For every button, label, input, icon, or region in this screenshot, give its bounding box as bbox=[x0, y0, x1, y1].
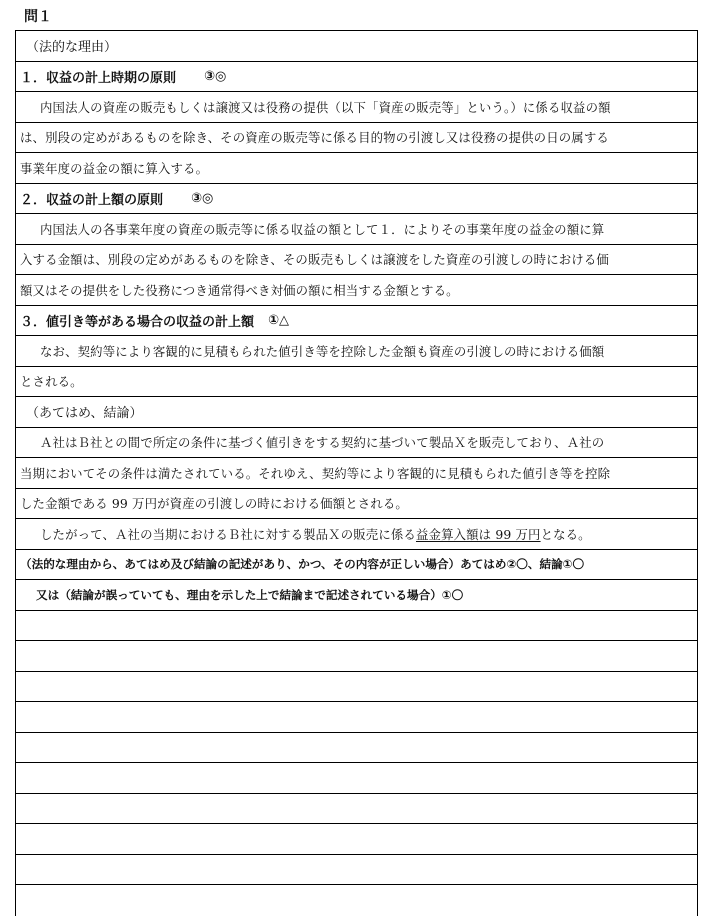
scoring-note: （法的な理由から、あてはめ及び結論の記述があり、かつ、その内容が正しい場合）あてはめ②〇、結論①〇 bbox=[16, 550, 697, 581]
heading-title: ２．収益の計上額の原則 bbox=[20, 192, 164, 208]
question-title: 問１ bbox=[24, 9, 52, 25]
heading-amount-principle bbox=[16, 184, 697, 215]
blank-line bbox=[16, 733, 697, 764]
conclusion-after: となる。 bbox=[540, 526, 591, 542]
score-mark: ③◎ bbox=[191, 190, 214, 206]
conclusion-before: したがって、Ａ社の当期におけるＢ社に対する製品Ｘの販売に係る bbox=[40, 526, 416, 542]
text-line: 内国法人の各事業年度の資産の販売等に係る収益の額として１．によりその事業年度の益金の額に算 bbox=[16, 214, 697, 245]
blank-line bbox=[16, 885, 697, 916]
blank-line bbox=[16, 763, 697, 794]
text-line: とされる。 bbox=[16, 367, 697, 398]
text-line: 額又はその提供をした役務につき通常得べき対価の額に相当する金額とする。 bbox=[16, 275, 697, 306]
text-line: なお、契約等により客観的に見積もられた値引き等を控除した金額も資産の引渡しの時における価額 bbox=[16, 336, 697, 367]
section-conclusion: （あてはめ、結論） bbox=[16, 397, 697, 428]
heading-title: ３．値引き等がある場合の収益の計上額 bbox=[20, 314, 255, 330]
text-line: は、別段の定めがあるものを除き、その資産の販売等に係る目的物の引渡し又は役務の提供の日の属する bbox=[16, 123, 697, 154]
text-line: Ａ社はＢ社との間で所定の条件に基づく値引きをする契約に基づいて製品Ｘを販売しており、Ａ社の bbox=[16, 428, 697, 459]
scoring-note: 又は（結論が誤っていても、理由を示した上で結論まで記述されている場合）①〇 bbox=[16, 580, 697, 611]
text-line: 内国法人の資産の販売もしくは譲渡又は役務の提供（以下「資産の販売等」という。）に係る収益の額 bbox=[16, 92, 697, 123]
conclusion-line bbox=[16, 519, 697, 550]
text-line: 当期においてその条件は満たされている。それゆえ、契約等により客観的に見積もられた値引き等を控除 bbox=[16, 458, 697, 489]
blank-line bbox=[16, 855, 697, 886]
blank-line bbox=[16, 641, 697, 672]
text-line: した金額である 99 万円が資産の引渡しの時における価額とされる。 bbox=[16, 489, 697, 520]
text-line: 入する金額は、別段の定めがあるものを除き、その販売もしくは譲渡をした資産の引渡しの時における価 bbox=[16, 245, 697, 276]
blank-line bbox=[16, 702, 697, 733]
blank-line bbox=[16, 611, 697, 642]
heading-timing-principle bbox=[16, 62, 697, 93]
blank-line bbox=[16, 824, 697, 855]
conclusion-underlined: 益金算入額は 99 万円 bbox=[415, 526, 541, 542]
text-line: 事業年度の益金の額に算入する。 bbox=[16, 153, 697, 184]
section-legal-reason: （法的な理由） bbox=[16, 31, 697, 62]
blank-line bbox=[16, 794, 697, 825]
answer-sheet bbox=[15, 30, 698, 916]
score-mark: ③◎ bbox=[204, 68, 227, 84]
score-mark: ①△ bbox=[268, 312, 290, 328]
heading-title: １．収益の計上時期の原則 bbox=[20, 70, 177, 86]
blank-line bbox=[16, 672, 697, 703]
heading-discount-amount bbox=[16, 306, 697, 337]
